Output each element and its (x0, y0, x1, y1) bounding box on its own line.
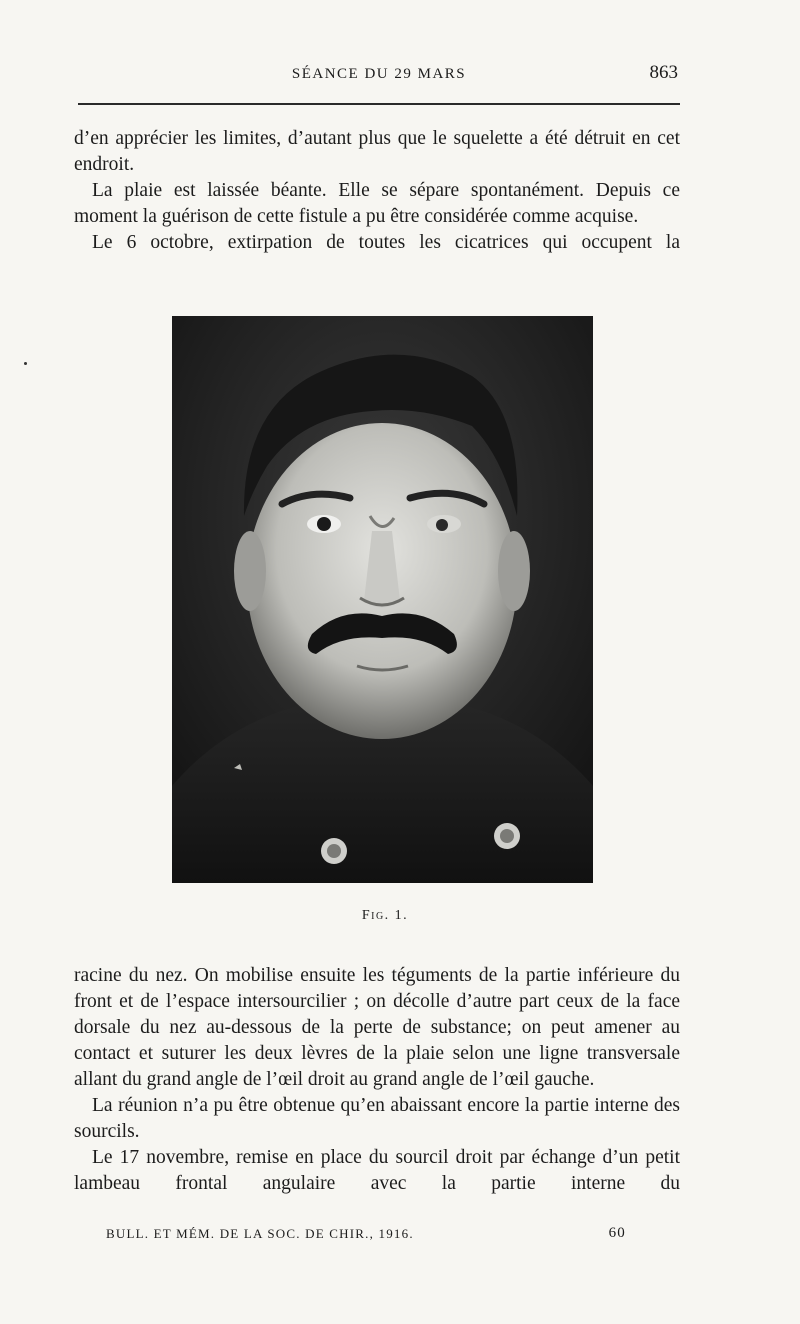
paragraph: La plaie est laissée béante. Elle se sépare spontanément. Depuis ce moment la guérison de cette fistule a pu être considérée comme acquise. (74, 180, 680, 227)
page-footer (106, 1226, 626, 1246)
figure-photograph (172, 316, 593, 883)
paragraph: Le 6 octobre, extirpation de toutes les cicatrices qui occupent la (92, 232, 680, 253)
paragraph: d’en apprécier les limites, d’autant plus que le squelette a été détruit en cet endroit. (74, 128, 680, 175)
print-speck (24, 362, 27, 365)
header-rule (78, 103, 680, 105)
paragraph: racine du nez. On mobilise ensuite les téguments de la partie inférieure du front et de l’espace intersourcilier ; on décolle d’autre part ceux de la face dorsale du nez au-dessous de la perte de substance; on peut amener au contact et suturer les deux lèvres de la plaie selon une ligne transversale allant du grand angle de l’œil droit au grand angle de l’œil gauche. (74, 965, 680, 1090)
bottom-text-block (74, 963, 680, 1197)
signature-number: 60 (608, 1225, 626, 1241)
journal-citation: BULL. ET MÉM. DE LA SOC. DE CHIR., 1916. (106, 1226, 414, 1241)
portrait-photo (172, 316, 593, 883)
figure-caption: Fig. 1. (361, 908, 409, 923)
paragraph: La réunion n’a pu être obtenue qu’en abaissant encore la partie interne des sourcils. (74, 1095, 680, 1142)
paragraph: Le 17 novembre, remise en place du sourcil droit par échange d’un petit lambeau frontal angulaire avec la partie interne du (74, 1147, 680, 1194)
running-title: SÉANCE DU 29 MARS (291, 66, 467, 82)
page-number: 863 (649, 62, 678, 83)
top-text-block (74, 126, 680, 256)
page-header (78, 60, 680, 90)
